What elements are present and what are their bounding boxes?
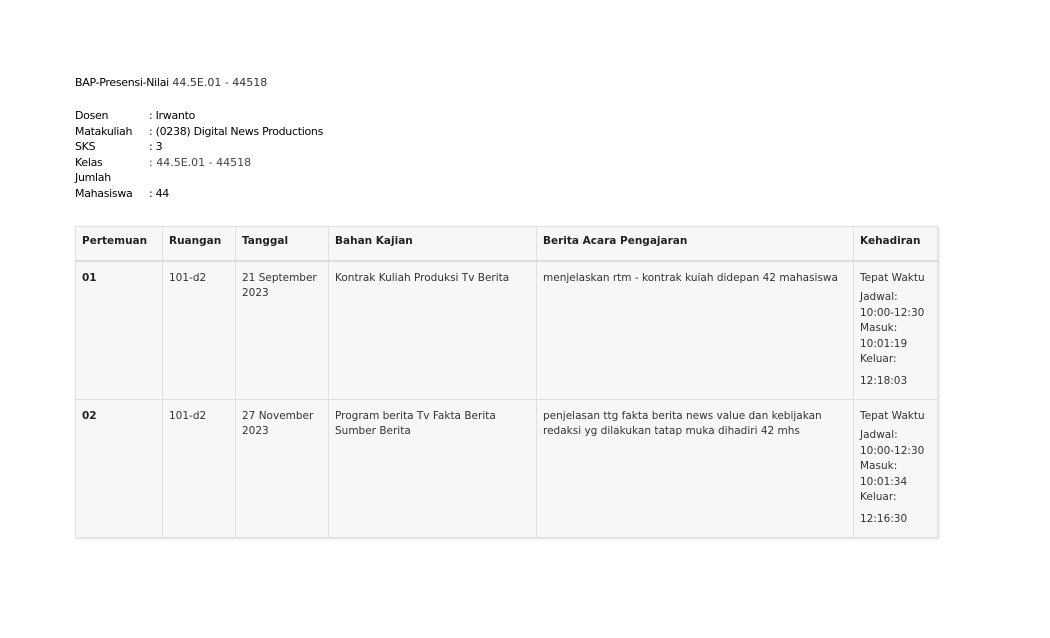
cell-pertemuan: 02 [76,399,163,537]
check-out-value: 12:16:30 [860,512,908,525]
info-value: : (0238) Digital News Productions [149,124,324,138]
column-header: Bahan Kajian [329,227,537,261]
table-header-row [76,227,938,261]
table-row [76,261,938,400]
info-row-mahasiswa [75,186,495,202]
cell-tanggal: 27 November 2023 [236,399,329,537]
schedule-value: 10:00-12:30 [860,306,925,319]
info-label: Mahasiswa [75,186,133,200]
document-title [75,76,267,89]
attendance-status: Tepat Waktu [860,409,925,422]
column-header: Berita Acara Pengajaran [537,227,854,261]
column-header: Pertemuan [76,227,163,261]
info-row-matakuliah [75,124,495,140]
info-row-dosen [75,108,495,124]
cell-tanggal: 21 September 2023 [236,261,329,400]
cell-bahan-kajian: Kontrak Kuliah Produksi Tv Berita [329,261,537,400]
schedule-label: Jadwal: [860,291,898,303]
attendance-table [75,226,938,538]
course-info [75,108,495,201]
info-value: : Irwanto [149,109,196,122]
schedule-label: Jadwal: [860,429,898,441]
info-label: SKS [75,140,96,153]
check-out-label: Keluar: [860,353,897,365]
table-row [76,399,938,537]
info-value: : 44.5E.01 - 44518 [149,155,252,169]
check-out-value: 12:18:03 [860,374,908,387]
info-value: : 3 [149,140,163,153]
cell-berita-acara: menjelaskan rtm - kontrak kuiah didepan 42 mahasiswa [537,261,854,400]
info-label: Kelas [75,155,103,169]
cell-ruangan: 101-d2 [163,399,236,537]
cell-kehadiran [854,399,938,537]
schedule-value: 10:00-12:30 [860,444,925,457]
info-label: Matakuliah [75,124,133,138]
check-out-label: Keluar: [860,491,897,503]
cell-kehadiran [854,261,938,400]
info-label: Dosen [75,109,109,122]
info-row-jumlah [75,170,495,186]
check-in-value: 10:01:34 [860,475,908,488]
info-row-sks [75,139,495,155]
info-label: Jumlah [75,171,111,184]
check-in-value: 10:01:19 [860,337,908,350]
attendance-status: Tepat Waktu [860,271,925,284]
info-row-kelas [75,155,495,171]
check-in-label: Masuk: [860,460,898,472]
cell-pertemuan: 01 [76,261,163,400]
info-value: : 44 [149,186,169,200]
class-code: 44.5E.01 - 44518 [172,76,268,89]
column-header: Tanggal [236,227,329,261]
cell-berita-acara: penjelasan ttg fakta berita news value dan kebijakan redaksi yg dilakukan tatap muka dihadiri 42 mhs [537,399,854,537]
cell-ruangan: 101-d2 [163,261,236,400]
cell-bahan-kajian: Program berita Tv Fakta Berita Sumber Berita [329,399,537,537]
column-header: Ruangan [163,227,236,261]
column-header: Kehadiran [854,227,938,261]
doc-type: BAP-Presensi-Nilai [75,76,169,89]
check-in-label: Masuk: [860,322,898,334]
